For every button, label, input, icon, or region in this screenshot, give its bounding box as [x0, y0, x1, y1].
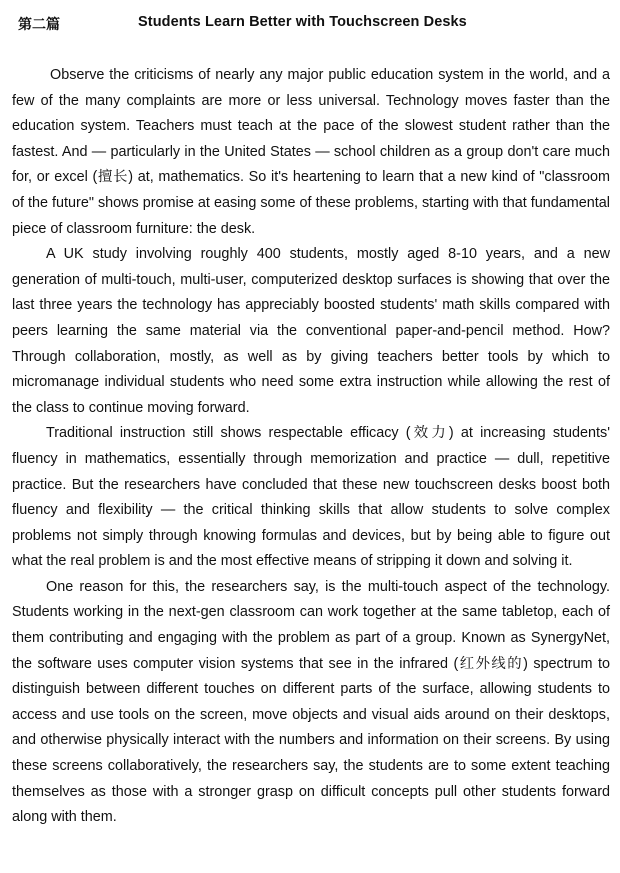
article-title: Students Learn Better with Touchscreen Desks: [138, 14, 467, 30]
paragraph-3: Traditional instruction still shows respectable efficacy (效力) at increasing students' fluency in mathematics, essentially through memorization and practice — dull, repetitive practice. But the researchers have concluded that these new touchscreen desks boost both fluency and flexibility — the critical thinking skills that allow students to solve complex problems not simply through knowing formulas and devices, but by being able to figure out what the real problem is and the most effective means of stripping it down and solving it.: [12, 425, 610, 570]
paragraph-1: Observe the criticisms of nearly any major public education system in the world, and a few of the many complaints are more or less universal. Technology moves faster than the education system. Teachers must teach at the pace of the slowest student rather than the fastest. And — particularly in the United States — school children as a group don't care much for, or excel (擅长) at, mathematics. So it's heartening to learn that a new kind of "classroom of the future" shows promise at easing some of these problems, starting with that fundamental piece of classroom furniture: the desk.: [12, 67, 610, 237]
article-body: [12, 63, 610, 831]
page-header: [18, 14, 610, 36]
section-label: 第二篇: [18, 17, 60, 33]
paragraph-2: A UK study involving roughly 400 students, mostly aged 8-10 years, and a new generation of multi-touch, multi-user, computerized desktop surfaces is showing that over the last three years the technology has appreciably boosted students' math skills compared with peers learning the same material via the conventional paper-and-pencil method. How? Through collaboration, mostly, as well as by giving teachers better tools by which to micromanage individual students who need some extra instruction while allowing the rest of the class to continue moving forward.: [12, 246, 610, 416]
paragraph-4: One reason for this, the researchers say, is the multi-touch aspect of the technology. Students working in the next-gen classroom can work together at the same tabletop, each of them contributing and engaging with the problem as part of a group. Known as SynergyNet, the software uses computer vision systems that see in the infrared (红外线的) spectrum to distinguish between different touches on different parts of the surface, allowing students to access and use tools on the screen, move objects and visual aids around on their desktops, and otherwise physically interact with the numbers and information on their screens. By using these screens collaboratively, the researchers say, the students are to some extent teaching themselves as those with a stronger grasp on difficult concepts pull other students forward along with them.: [12, 578, 610, 826]
